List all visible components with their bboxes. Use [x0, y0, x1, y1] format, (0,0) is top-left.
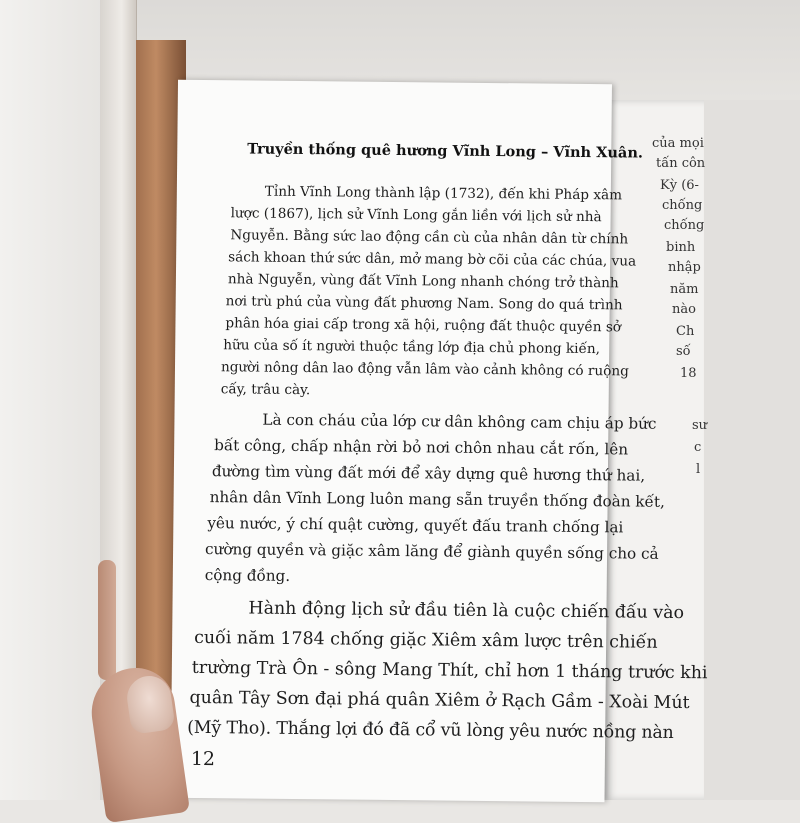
facing-page-line: binh — [666, 240, 696, 255]
facing-page-line: nhập — [668, 260, 701, 275]
facing-page-line: Ch — [676, 324, 695, 339]
facing-page-line: 18 — [680, 366, 697, 381]
paragraph-line: hữu của số ít người thuộc tầng lớp địa chủ phong kiến, — [223, 337, 601, 358]
paragraph-line: nhà Nguyễn, vùng đất Vĩnh Long nhanh chóng trở thành — [227, 271, 619, 292]
paragraph-line: nhân dân Vĩnh Long luôn mang sẵn truyền thống đoàn kết, — [209, 488, 665, 511]
paragraph-line: đường tìm vùng đất mới để xây dựng quê hương thứ hai, — [211, 462, 646, 485]
paragraph-line: cấy, trâu cày. — [220, 381, 311, 399]
paragraph-line: quân Tây Sơn đại phá quân Xiêm ở Rạch Gầm - Xoài Mút — [189, 687, 690, 714]
paragraph-line: người nông dân lao động vẫn lâm vào cảnh không có ruộng — [220, 359, 629, 380]
facing-page-line: tấn côn — [656, 156, 706, 171]
facing-page-line: sư — [692, 418, 708, 433]
paragraph-line: (Mỹ Tho). Thắng lợi đó đã cổ vũ lòng yêu nước nồng nàn — [187, 717, 674, 743]
facing-page-line: l — [696, 462, 701, 477]
paragraph-line: cường quyền và giặc xâm lăng để giành quyền sống cho cả — [205, 540, 659, 563]
paragraph-line: phân hóa giai cấp trong xã hội, ruộng đất thuộc quyền sở — [225, 315, 622, 336]
facing-page-line: năm — [670, 282, 699, 297]
paragraph-line: trường Trà Ôn - sông Mang Thít, chỉ hơn 1 tháng trước khi — [191, 657, 708, 684]
paragraph-line: lược (1867), lịch sử Vĩnh Long gắn liền với lịch sử nhà — [230, 205, 602, 226]
facing-page-line: c — [694, 440, 702, 455]
facing-page-line: Kỳ (6- — [660, 178, 699, 193]
page-title: Truyền thống quê hương Vĩnh Long – Vĩnh Xuân. — [247, 140, 644, 162]
paragraph-line: sách khoan thứ sức dân, mở mang bờ cõi của các chúa, vua — [228, 249, 637, 270]
paragraph-line: Nguyễn. Bằng sức lao động cần cù của nhân dân từ chính — [230, 227, 629, 248]
paragraph-line: cuối năm 1784 chống giặc Xiêm xâm lược trên chiến — [194, 627, 658, 653]
paragraph-line: nơi trù phú của vùng đất phương Nam. Song do quá trình — [225, 293, 623, 314]
paragraph-line: yêu nước, ý chí quật cường, quyết đấu tranh chống lại — [207, 514, 624, 537]
facing-page-line: chống — [662, 198, 703, 213]
background-right — [700, 100, 800, 800]
paragraph-line: Hành động lịch sử đầu tiên là cuộc chiến đấu vào — [248, 598, 685, 624]
finger-side — [98, 560, 116, 680]
paragraph-line: cộng đồng. — [204, 566, 291, 585]
page-number: 12 — [190, 747, 216, 771]
paragraph-line: Là con cháu của lớp cư dân không cam chịu áp bức — [262, 410, 657, 433]
paragraph-line: bất công, chấp nhận rời bỏ nơi chôn nhau cắt rốn, lên — [214, 436, 629, 459]
facing-page-line: của mọi — [652, 136, 704, 151]
paragraph-line: Tỉnh Vĩnh Long thành lập (1732), đến khi Pháp xâm — [264, 183, 623, 204]
facing-page-line: số — [676, 344, 691, 359]
facing-page-line: nào — [672, 302, 696, 317]
facing-page-line: chống — [664, 218, 705, 233]
